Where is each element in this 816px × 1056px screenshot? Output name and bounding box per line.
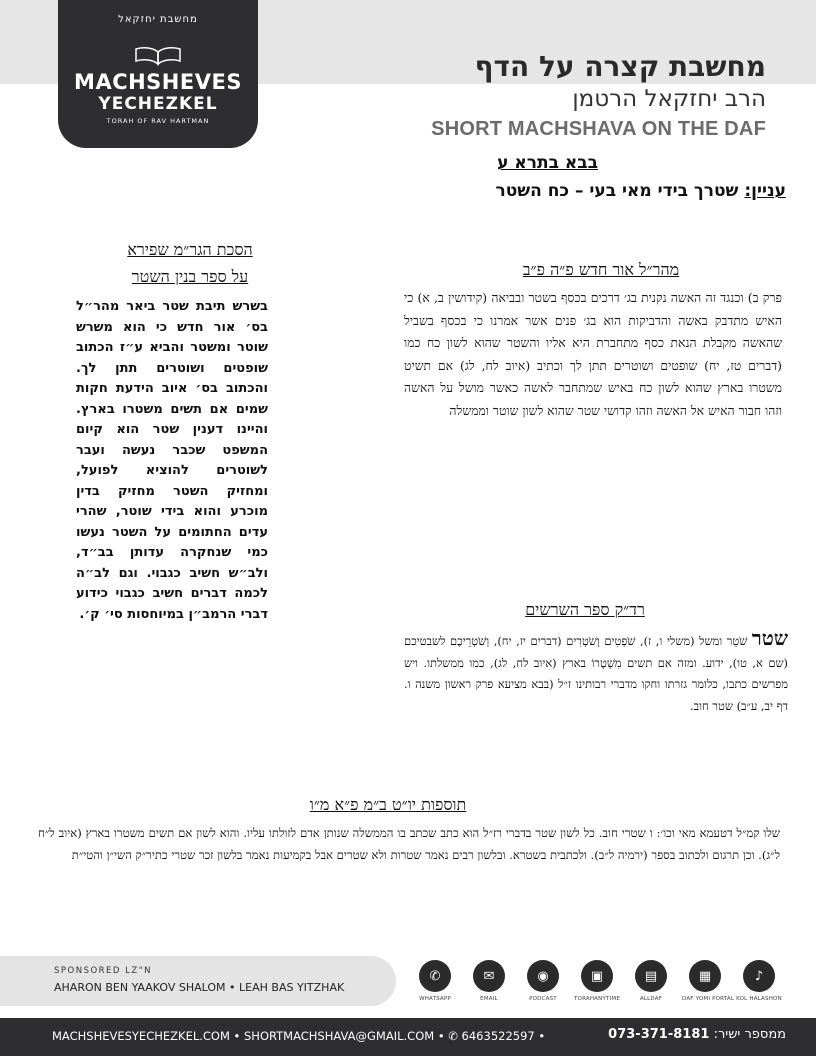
topic-text: שטרך בידי מאי בעי – כח השטר xyxy=(495,181,745,201)
logo-tagline: TORAH OF RAV HARTMAN xyxy=(106,117,210,125)
icon-link-1[interactable] xyxy=(466,960,512,1006)
gram-heading-line2: על ספר בנין השטר xyxy=(131,267,249,286)
sponsor-box xyxy=(0,956,396,1006)
kolhalashon-icon[interactable]: ♪ xyxy=(743,960,775,992)
contact-info: MACHSHEVESYECHEZKEL.COM • SHORTMACHSHAVA@GMAIL.COM • ✆ 6463522597 • xyxy=(52,1029,546,1043)
whatsapp-icon[interactable]: ✆ xyxy=(419,960,451,992)
icon-link-6[interactable] xyxy=(736,960,782,1006)
icon-link-0[interactable] xyxy=(412,960,458,1006)
icon-label: ALLDAF xyxy=(639,996,663,1002)
icon-link-2[interactable] xyxy=(520,960,566,1006)
gram-heading-line1: הסכת הגר״מ שפירא xyxy=(127,240,253,259)
icon-label: KOL HALASHON xyxy=(736,996,782,1002)
contact-bar xyxy=(0,1018,816,1056)
tosfos-text: שלו קמ״ל דטעמא מאי וכו׳: ו שטרי חוב. כל לשון שטר בדברי רז״ל הוא כתב שכתב בו הממשלה שנותן אדם לזולתו עליו. והוא לשון אם תשים משטרו בארץ (איוב ל״ח ל״ג). וכן תרגום ולכתוב בספר (ירמיה ל״ב). ולכתבית בשטרא. ובלשון רבים נאמר שטרות ולא שטרים אבל בקמיעות נאמר בלשון זכר שטרי כתיר״ק השי״ן והטי״ת xyxy=(38,826,780,862)
gram-text: בשרש תיבת שטר ביאר מהר״ל בס׳ אור חדש כי הוא משרש שוטר ומשטר והביא ע״ז הכתוב שופטים ושוטרים תתן לך. והכתוב בס׳ איוב הידעת חקות שמים אם תשים משטרו בארץ. והיינו דענין שטר הוא קיום המשפט שכבר נעשה ועבר לשוטרים להוציא לפועל, ומחזיק השטר מחזיק בדין מוכרע והוא בידי שוטר, שהרי עדים החתומים על השטר נעשו כמי שנחקרה עדותן בב״ד, ולב״ש חשיב כגבוי. וגם לב״ה לכמה דברים חשיב כגבוי כידוע דברי הרמב״ן במיוחסות סי׳ ק׳. xyxy=(76,299,268,622)
icon-label: PODCAST xyxy=(529,996,557,1002)
dafyomi-portal-icon[interactable]: ▦ xyxy=(689,960,721,992)
daf-reference: בבא בתרא ע xyxy=(497,153,598,173)
icon-link-4[interactable] xyxy=(628,960,674,1006)
torahanytime-icon[interactable]: ▣ xyxy=(581,960,613,992)
tosfos-heading: תוספות יו״ט ב״מ פ״א מ״ו xyxy=(309,795,467,814)
direct-number-label: ממספר ישיר: xyxy=(713,1027,786,1042)
maharal-text: פרק ב) וכנגד זה האשה נקנית בג׳ דרכים בכסף בשטר ובביאה (קידושין ב, א) כי האיש מתדבק באשה והדביקות הוא בג׳ פנים אשר אמרנו כי בכסף בשביל שהאשה מקבלת הנאת כסף מתחברת היא אליו והשטר שהוא לשון כח כמו (דברים טז, יח) שופטים ושוטרים תתן לך וכתיב (איוב לח, לג) אם תשיט משטרו בארץ שהוא לשון כח באיש שמתחבר לאשה כאשר מושל על האשה וזהו חבור האיש אל האשה וזהו קדושי שטר שהוא לשון שוטר וממשלה xyxy=(404,290,782,418)
sponsor-names: AHARON BEN YAAKOV SHALOM • LEAH BAS YITZHAK xyxy=(54,981,345,994)
logo-hebrew-text: מחשבת יחזקאל xyxy=(118,14,198,25)
direct-number-value[interactable]: 073-371-8181 xyxy=(608,1027,710,1042)
icon-link-5[interactable] xyxy=(682,960,735,1006)
icon-link-3[interactable] xyxy=(574,960,620,1006)
author-name: הרב יחזקאל הרטמן xyxy=(572,86,766,112)
radak-body: שֹׁטֵר ומשל (משלי ו, ז), שֹׁפְטִים וְשֹׁטְרִים (דברים יז, יח), וְשֹׁטְרֵיכֶם לשבטיכם (שם א, טו), ידוע. ומזה אם תשים מִשְׁטָרוֹ בארץ (איוב לח, לג), כמו ממשלתו. ויש מפרשים כתבו, כלומר גזרתו וחקו מדברי רבותינו ז״ל (בבא מציעא פרק ראשון משנה ו. דף יב, ע״ב) שטר חוב. xyxy=(404,634,788,713)
maharal-heading: מהר״ל אור חדש פ״ה פ״ב xyxy=(522,260,680,279)
logo-name-line1: MACHSHEVES xyxy=(74,70,242,94)
sponsor-title: SPONSORED LZ"N xyxy=(54,966,153,976)
icon-label: TORAHANYTIME xyxy=(574,996,621,1002)
logo-name-line2: YECHEZKEL xyxy=(98,94,218,114)
radak-headword: שטר xyxy=(751,626,788,650)
podcast-icon[interactable]: ◉ xyxy=(527,960,559,992)
page-title-english: SHORT MACHSHAVA ON THE DAF xyxy=(431,118,766,140)
topic-line xyxy=(495,181,786,201)
radak-heading: רד״ק ספר השרשים xyxy=(525,600,645,619)
logo xyxy=(58,0,258,148)
direct-number xyxy=(608,1027,786,1042)
open-book-icon xyxy=(134,44,182,66)
alldaf-icon[interactable]: ▤ xyxy=(635,960,667,992)
icon-label: DAF YOMI PORTAL xyxy=(682,996,735,1002)
icon-label: EMAIL xyxy=(480,996,498,1002)
icon-label: WHATSAPP xyxy=(419,996,451,1002)
page-title-hebrew: מחשבת קצרה על הדף xyxy=(474,50,766,83)
radak-text xyxy=(404,628,788,717)
topic-label: עניין: xyxy=(744,181,786,201)
email-icon[interactable]: ✉ xyxy=(473,960,505,992)
link-icons xyxy=(412,960,782,1006)
